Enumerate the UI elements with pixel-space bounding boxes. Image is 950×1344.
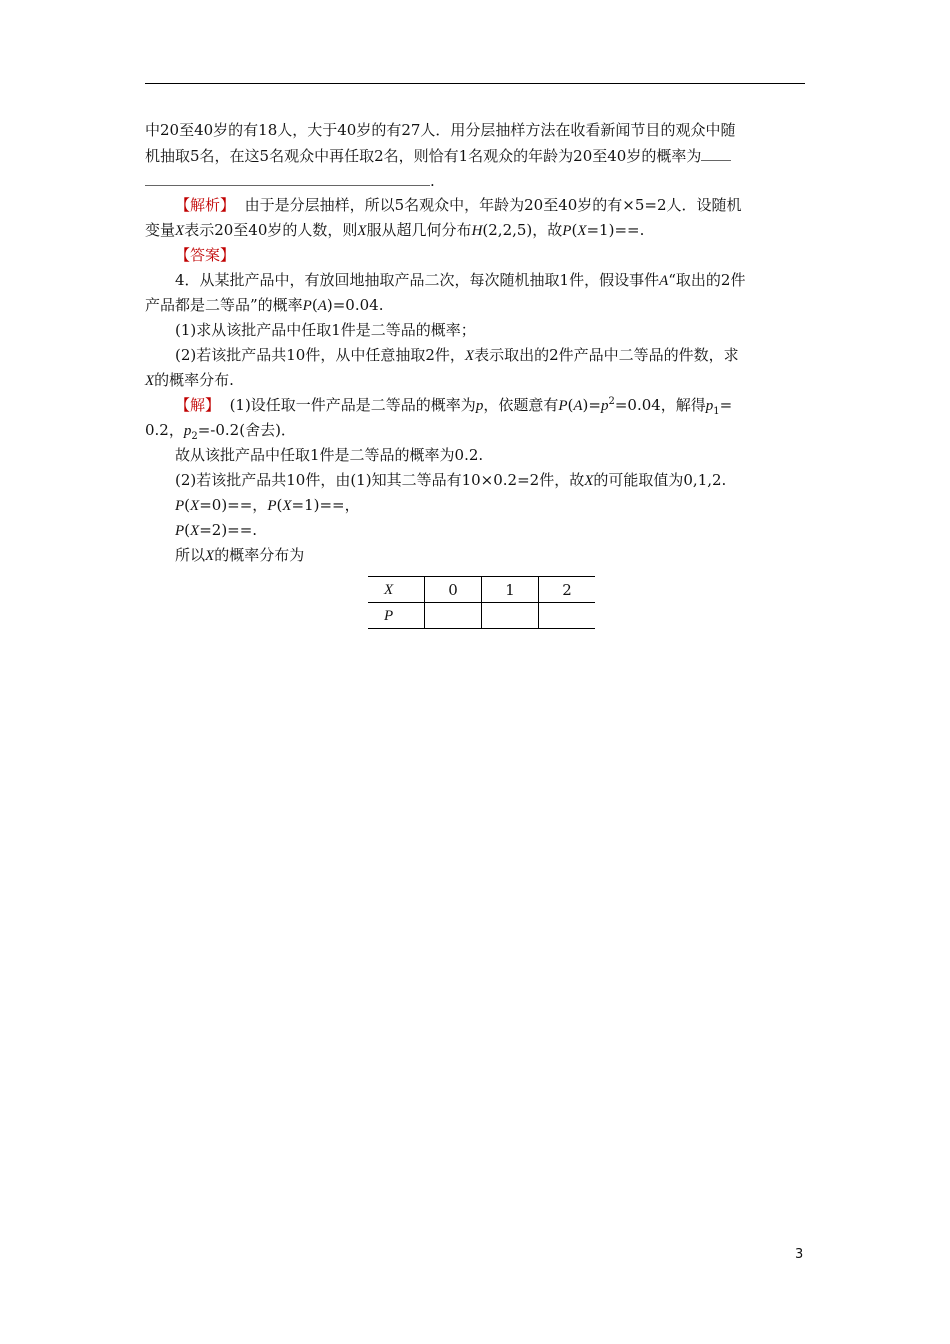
table-header-p: P <box>384 608 394 624</box>
problem3-line2 <box>145 143 807 168</box>
problem4-q1 <box>145 318 807 343</box>
var-x: X <box>190 498 200 514</box>
answer-blank-2[interactable] <box>145 168 430 186</box>
problem3-period: . <box>430 172 435 190</box>
problem4-q2-line2 <box>145 368 807 393</box>
distribution-table-wrap <box>368 576 595 629</box>
table-cell <box>368 603 425 629</box>
solution-text-7a: 所以 <box>175 546 206 564</box>
var-x: X <box>145 373 155 389</box>
var-a: A <box>659 273 669 289</box>
solution-text-1c: ( <box>567 396 574 414</box>
table-row <box>368 577 595 603</box>
var-x: X <box>577 223 587 239</box>
table-cell <box>425 603 482 629</box>
superscript-2: 2 <box>608 396 615 407</box>
var-p-lower: p <box>183 423 192 439</box>
var-p-lower: p <box>475 398 484 414</box>
var-x: X <box>584 473 594 489</box>
var-p: P <box>558 398 568 414</box>
var-p-lower: p <box>600 398 609 414</box>
problem3-line3 <box>145 168 807 193</box>
problem4-text-1b: “取出的2件 <box>668 271 746 289</box>
answer-tag: 【答案】 <box>175 246 236 264</box>
solution-line3 <box>145 443 807 468</box>
var-x: X <box>464 348 475 364</box>
var-p: P <box>302 298 312 314</box>
problem4-question-1: (1)求从该批产品中任取1件是二等品的概率； <box>175 321 476 339</box>
solution-text-3: 故从该批产品中任取1件是二等品的概率为0.2. <box>175 446 484 464</box>
solution-text-4b: 的可能取值为0,1,2. <box>593 471 727 489</box>
solution-text-4a: (2)若该批产品共10件，由(1)知其二等品有10×0.2=2件，故 <box>175 471 585 489</box>
answer-line <box>145 243 807 268</box>
problem4-question-2b: 表示取出的2件产品中二等品的件数，求 <box>474 346 739 364</box>
problem4-text-1a: 4．从某批产品中，有放回地抽取产品二次，每次随机抽取1件，假设事件 <box>175 271 660 289</box>
analysis-text-2e: ( <box>571 221 578 239</box>
problem3-text-2: 机抽取5名，在这5名观众中再任取2名，则恰有1名观众的年龄为20至40岁的概率为 <box>145 147 702 165</box>
table-cell: 0 <box>425 577 482 603</box>
solution-text-7b: 的概率分布为 <box>214 546 305 564</box>
problem4-line1 <box>145 268 807 293</box>
problem4-question-2a: (2)若该批产品共10件，从中任意抽取2件， <box>175 346 465 364</box>
problem4-text-2b: ( <box>311 296 318 314</box>
solution-line7 <box>145 543 807 568</box>
var-x: X <box>175 223 185 239</box>
var-x: X <box>190 523 200 539</box>
var-x: X <box>205 548 215 564</box>
var-p: P <box>267 498 277 514</box>
subscript-2: 2 <box>191 431 198 442</box>
page-number: 3 <box>795 1247 804 1262</box>
solution-line4 <box>145 468 807 493</box>
analysis-line2 <box>145 218 807 243</box>
var-x: X <box>282 498 292 514</box>
var-x: X <box>357 223 367 239</box>
table-cell: 2 <box>539 577 596 603</box>
solution-text-1d: )= <box>582 396 601 414</box>
header-rule <box>145 83 805 84</box>
var-p-lower: p <box>705 398 714 414</box>
analysis-tag: 【解析】 <box>175 196 236 214</box>
document-body <box>145 118 807 568</box>
table-row <box>368 603 595 629</box>
table-header-x: X <box>384 582 394 598</box>
problem3-line1 <box>145 118 807 143</box>
var-a: A <box>573 398 583 414</box>
analysis-line1 <box>145 193 807 218</box>
analysis-text-2b: 表示20至40岁的人数，则 <box>184 221 358 239</box>
solution-line6: P(X=2)==. <box>175 521 258 539</box>
table-cell <box>368 577 425 603</box>
solution-text-6: =2)==. <box>199 521 258 539</box>
var-p: P <box>175 523 185 539</box>
table-cell <box>482 603 539 629</box>
analysis-text-1: 由于是分层抽样，所以5名观众中，年龄为20至40岁的有×5=2人．设随机 <box>244 196 742 214</box>
solution-line1 <box>145 393 807 418</box>
solution-text-2a: 0.2， <box>145 421 184 439</box>
analysis-text-2a: 变量 <box>145 221 176 239</box>
solution-line2 <box>145 418 807 443</box>
problem4-line2 <box>145 293 807 318</box>
solution-text-1a: (1)设任取一件产品是二等品的概率为 <box>229 396 476 414</box>
solution-text-5b: =1)==， <box>291 496 360 514</box>
table-cell: 1 <box>482 577 539 603</box>
problem4-q2-line1 <box>145 343 807 368</box>
problem4-question-2c: 的概率分布. <box>154 371 234 389</box>
solution-tag: 【解】 <box>175 396 221 414</box>
solution-text-2b: =-0.2(舍去)． <box>197 421 296 439</box>
var-p: P <box>562 223 572 239</box>
problem4-text-2c: )=0.04. <box>326 296 384 314</box>
distribution-table <box>368 576 595 629</box>
analysis-text-2f: =1)==. <box>586 221 645 239</box>
equals-sign: = <box>719 396 733 414</box>
solution-line5: P(X=0)==，P(X=1)==， <box>175 496 360 514</box>
subscript-1: 1 <box>713 406 720 417</box>
answer-blank-1[interactable] <box>701 143 731 161</box>
problem4-text-2a: 产品都是二等品”的概率 <box>145 296 303 314</box>
analysis-text-2c: 服从超几何分布 <box>366 221 472 239</box>
solution-text-1b: ，依题意有 <box>483 396 559 414</box>
solution-text-1e: =0.04，解得 <box>614 396 706 414</box>
var-h: H <box>471 223 483 239</box>
table-cell <box>539 603 596 629</box>
problem3-text-1: 中20至40岁的有18人，大于40岁的有27人．用分层抽样方法在收看新闻节目的观众中随 <box>145 121 736 139</box>
var-a: A <box>317 298 327 314</box>
solution-text-5a: =0)==， <box>199 496 268 514</box>
var-p: P <box>175 498 185 514</box>
analysis-text-2d: (2,2,5)，故 <box>482 221 563 239</box>
